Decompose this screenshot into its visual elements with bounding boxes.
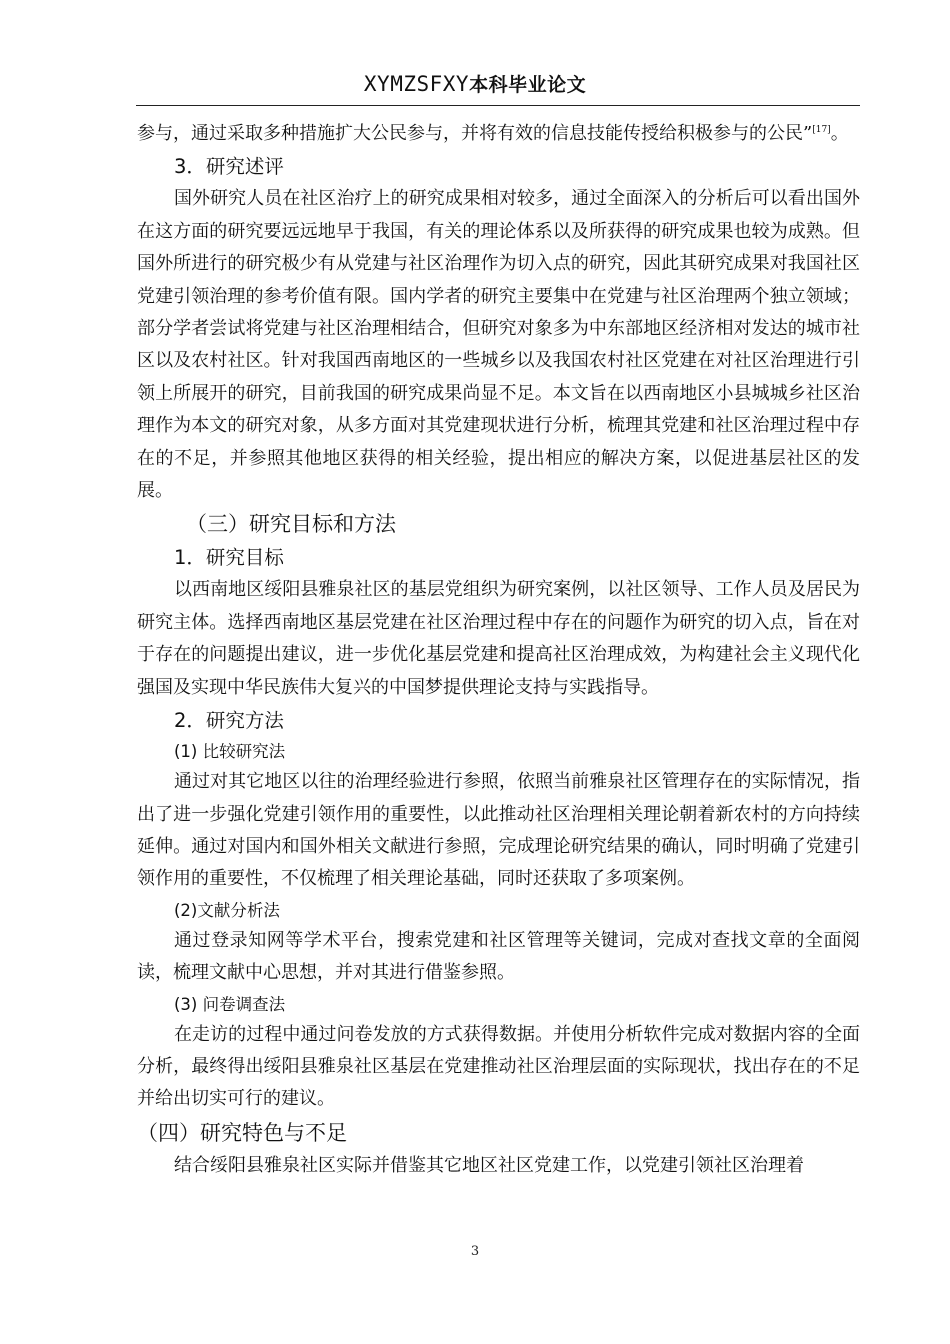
paragraph-tail: 。 (830, 123, 849, 144)
heading-comparative-method: (1) 比较研究法 (174, 742, 286, 762)
page-header (0, 70, 950, 97)
paragraph-research-goal: 以西南地区绥阳县雅泉社区的基层党组织为研究案例，以社区领导、工作人员及居民为研究主体。选择西南地区基层党建在社区治理过程中存在的问题作为研究的切入点，旨在对于存在的问题提出建议，进一步优化基层党建和提高社区治理成效，为构建社会主义现代化强国及实现中华民族伟大复兴的中国梦提供理论支持与实践指导。 (137, 579, 860, 698)
heading-literature-method: (2)文献分析法 (174, 900, 280, 920)
header-prefix: XYMZSFXY (363, 72, 470, 96)
paragraph-literature-method: 通过登录知网等学术平台，搜索党建和社区管理等关键词，完成对查找文章的全面阅读，梳理文献中心思想，并对其进行借鉴参照。 (137, 929, 860, 984)
heading-research-method: 2．研究方法 (174, 709, 284, 733)
header-title: 本科毕业论文 (469, 74, 587, 96)
paragraph-survey-method: 在走访的过程中通过问卷发放的方式获得数据。并使用分析软件完成对数据内容的全面分析，最终得出绥阳县雅泉社区基层在党建推动社区治理层面的实际现状，找出存在的不足并给出切实可行的建议。 (137, 1023, 860, 1110)
heading-research-review: 3．研究述评 (174, 155, 284, 179)
header-rule (136, 105, 860, 106)
paragraph-features: 结合绥阳县雅泉社区实际并借鉴其它地区社区党建工作，以党建引领社区治理着 (174, 1154, 804, 1176)
paragraph-text: 参与，通过采取多种措施扩大公民参与，并将有效的信息技能传授给积极参与的公民” (137, 123, 813, 144)
heading-section-four: （四）研究特色与不足 (137, 1120, 347, 1145)
page-number: 3 (470, 1244, 480, 1259)
heading-research-goal: 1．研究目标 (174, 546, 284, 570)
heading-section-three: （三）研究目标和方法 (186, 512, 396, 537)
heading-survey-method: (3) 问卷调查法 (174, 994, 286, 1014)
paragraph-comparative-method: 通过对其它地区以往的治理经验进行参照，依照当前雅泉社区管理存在的实际情况，指出了进一步强化党建引领作用的重要性，以此推动社区治理相关理论朝着新农村的方向持续延伸。通过对国内和国外相关文献进行参照，完成理论研究结果的确认，同时明确了党建引领作用的重要性，不仅梳理了相关理论基础，同时还获取了多项案例。 (137, 771, 860, 890)
paragraph-continued (137, 118, 860, 150)
citation: [17] (812, 125, 831, 135)
paragraph-research-review: 国外研究人员在社区治疗上的研究成果相对较多，通过全面深入的分析后可以看出国外在这方面的研究要远远地早于我国，有关的理论体系以及所获得的研究成果也较为成熟。但国外所进行的研究极少有从党建与社区治理作为切入点的研究，因此其研究成果对我国社区党建引领治理的参考价值有限。国内学者的研究主要集中在党建与社区治理两个独立领域；部分学者尝试将党建与社区治理相结合，但研究对象多为中东部地区经济相对发达的城市社区以及农村社区。针对我国西南地区的一些城乡以及我国农村社区党建在对社区治理进行引领上所展开的研究，目前我国的研究成果尚显不足。本文旨在以西南地区小县城城乡社区治理作为本文的研究对象，从多方面对其党建现状进行分析，梳理其党建和社区治理过程中存在的不足，并参照其他地区获得的相关经验，提出相应的解决方案，以促进基层社区的发展。 (137, 188, 860, 502)
body-content (137, 118, 860, 1182)
